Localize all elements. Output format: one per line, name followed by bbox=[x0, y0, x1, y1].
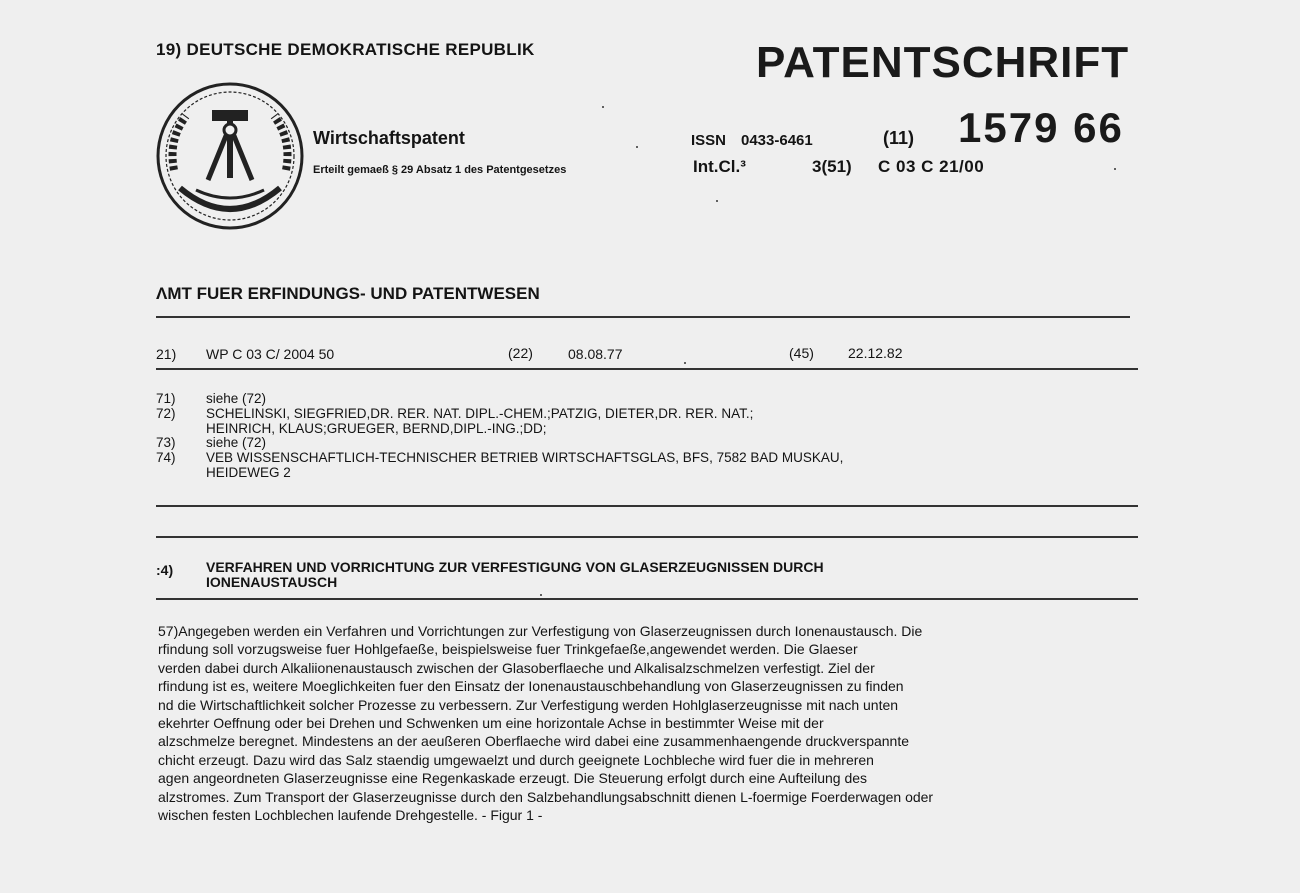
publication-date: 22.12.82 bbox=[848, 345, 903, 361]
patent-title: VERFAHREN UND VORRICHTUNG ZUR VERFESTIGUNG VON GLASERZEUGNISSEN DURCH IONENAUSTAUSCH bbox=[206, 559, 824, 590]
title-code: :4) bbox=[156, 562, 174, 578]
abstract-line: 57)Angegeben werden ein Verfahren und Vorrichtungen zur Verfestigung von Glaserzeugnissen durch Ionenaustausch. Die bbox=[158, 623, 923, 639]
publication-date-code: (45) bbox=[789, 345, 814, 361]
abstract-line: ekehrter Oeffnung oder bei Drehen und Schwenken um eine horizontale Achse in bestimmter Weise mit der bbox=[158, 714, 824, 731]
country-heading: 19) DEUTSCHE DEMOKRATISCHE REPUBLIK bbox=[156, 40, 535, 59]
document-type-title: PATENTSCHRIFT bbox=[756, 38, 1130, 87]
scan-speck bbox=[716, 200, 718, 202]
application-number: WP C 03 C/ 2004 50 bbox=[206, 346, 335, 362]
scan-speck bbox=[684, 362, 686, 364]
application-code: 21) bbox=[156, 346, 177, 362]
filing-date: 08.08.77 bbox=[568, 346, 623, 362]
state-emblem-icon bbox=[154, 80, 306, 232]
scan-speck bbox=[1114, 168, 1116, 170]
intcl-label: Int.Cl.³ bbox=[693, 157, 746, 176]
granted-note: Erteilt gemaeß § 29 Absatz 1 des Patentgesetzes bbox=[313, 164, 567, 176]
parties-block bbox=[156, 392, 843, 481]
code-11: (11) bbox=[883, 128, 915, 148]
abstract-line: rfindung ist es, weitere Moeglichkeiten fuer den Einsatz der Ionenaustauschbehandlung von Glaserzeugnissen zu finden bbox=[158, 678, 904, 695]
party-line: HEINRICH, KLAUS;GRUEGER, BERND,DIPL.-ING.;DD; bbox=[206, 420, 547, 436]
party-line: 71) siehe (72) bbox=[156, 391, 267, 406]
scan-speck bbox=[540, 594, 542, 596]
patent-kind: Wirtschaftspatent bbox=[313, 128, 465, 148]
divider bbox=[156, 368, 1138, 370]
scan-speck bbox=[602, 106, 604, 108]
party-line: 74) VEB WISSENSCHAFTLICH-TECHNISCHER BETRIEB WIRTSCHAFTSGLAS, BFS, 7582 BAD MUSKAU, bbox=[156, 450, 844, 466]
abstract-line: alzschmelze beregnet. Mindestens an der aeußeren Oberflaeche wird dabei eine zusammenhaengende druckverspannte bbox=[158, 733, 910, 750]
patent-number: 1579 66 bbox=[958, 104, 1124, 151]
party-line: 73) siehe (72) bbox=[156, 435, 267, 451]
intcl-code: 3(51) bbox=[812, 157, 852, 176]
issn-value: 0433-6461 bbox=[741, 132, 813, 149]
intcl-value: C 03 C 21/00 bbox=[878, 157, 985, 176]
issn-label: ISSN bbox=[691, 132, 727, 149]
abstract-line: chicht erzeugt. Dazu wird das Salz staendig umgewaelzt und durch geeignete Lochbleche wird fuer die in mehreren bbox=[158, 751, 874, 768]
abstract-line: agen angeordneten Glaserzeugnisse eine Regenkaskade erzeugt. Die Steuerung erfolgt durch eine Aufteilung des bbox=[158, 770, 868, 787]
abstract-line: nd die Wirtschaftlichkeit solcher Prozesse zu verbessern. Zur Verfestigung werden Hohlglaserzeugnisse mit nach unten bbox=[158, 696, 899, 713]
scan-speck bbox=[636, 146, 638, 148]
office-name: ɅMT FUER ERFINDUNGS- UND PATENTWESEN bbox=[156, 284, 540, 303]
party-line: HEIDEWEG 2 bbox=[206, 464, 291, 480]
divider bbox=[156, 505, 1138, 507]
divider bbox=[156, 598, 1138, 600]
abstract-line: alzstromes. Zum Transport der Glaserzeugnisse durch den Salzbehandlungsabschnitt dienen L-foermige Foerderwagen oder bbox=[158, 788, 934, 805]
party-line: 72) SCHELINSKI, SIEGFRIED,DR. RER. NAT. DIPL.-CHEM.;PATZIG, DIETER,DR. RER. NAT.; bbox=[156, 405, 754, 421]
divider bbox=[156, 316, 1130, 318]
divider bbox=[156, 536, 1138, 538]
abstract-line: rfindung soll vorzugsweise fuer Hohlgefaeße, beispielsweise fuer Trinkgefaeße,angewendet werden. Die Glaeser bbox=[158, 641, 858, 658]
abstract-line: verden dabei durch Alkaliionenaustausch zwischen der Glasoberflaeche und Alkalisalzschmelzen verfestigt. Ziel der bbox=[158, 659, 875, 676]
abstract bbox=[158, 622, 933, 824]
filing-date-code: (22) bbox=[508, 345, 533, 361]
abstract-line: wischen festen Lochblechen laufende Drehgestelle. - Figur 1 - bbox=[158, 806, 543, 823]
